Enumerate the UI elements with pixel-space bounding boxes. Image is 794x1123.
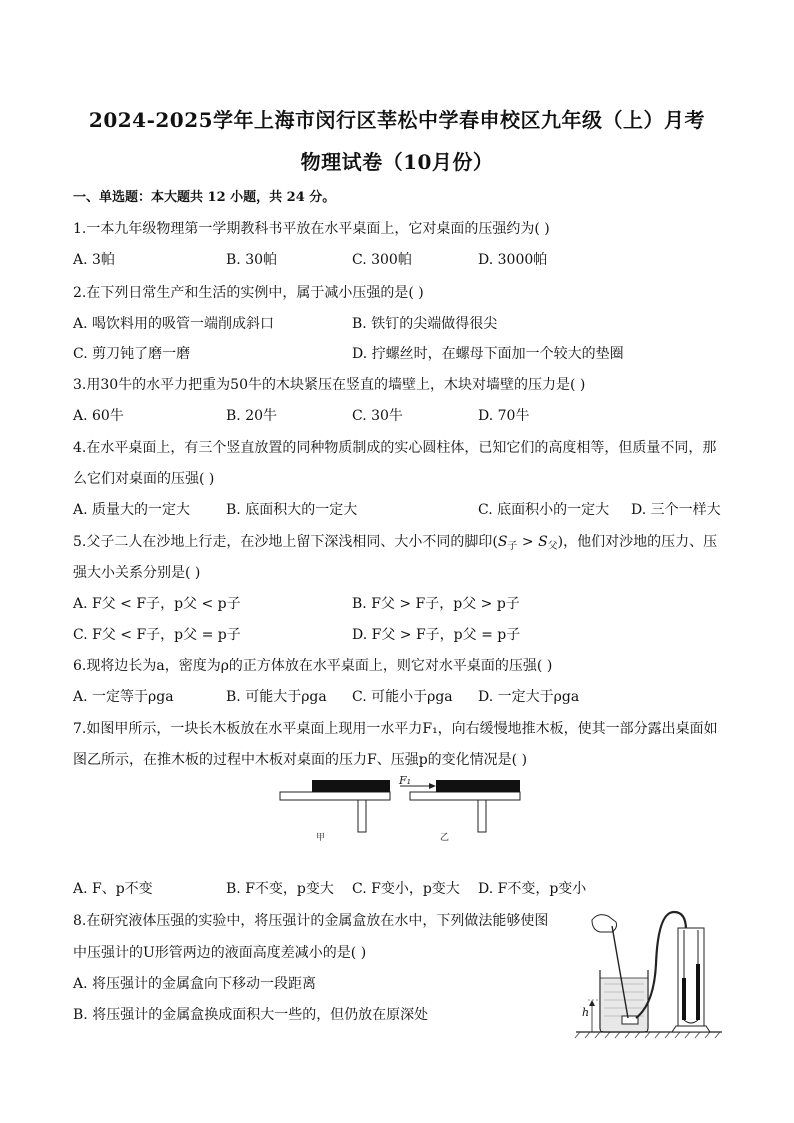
jia-table-leg	[358, 800, 366, 832]
q4-stem-line1: 4.在水平桌面上，有三个竖直放置的同种物质制成的实心圆柱体，已知它们的高度相等，但质量不同，那	[73, 440, 717, 456]
q8-option-b: B. 将压强计的金属盒换成面积大一些的，但仍放在原深处	[73, 1007, 429, 1023]
q2-option-b: B. 铁钉的尖端做得很尖	[352, 316, 498, 332]
q7-stem-line1: 7.如图甲所示，一块长木板放在水平桌面上现用一水平力F₁，向右缓慢地推木板，使其一部分露出桌面如	[73, 721, 718, 737]
q8-pressure-gauge-figure	[570, 904, 730, 1042]
yi-label: 乙	[440, 833, 450, 843]
section-heading: 一、单选题：本大题共 12 小题，共 24 分。	[73, 190, 336, 205]
q7-figure	[278, 774, 523, 854]
q6-option-b: B. 可能大于ρga	[226, 689, 327, 705]
q2-stem: 2.在下列日常生产和生活的实例中，属于减小压强的是( )	[73, 285, 424, 301]
exam-title-line1: 2024-2025学年上海市闵行区莘松中学春申校区九年级（上）月考	[88, 108, 706, 132]
gauge-board	[678, 928, 704, 1026]
q5-s-symbol-1: S	[497, 534, 508, 550]
q1-option-d: D. 3000帕	[478, 252, 548, 268]
q6-stem: 6.现将边长为a，密度为ρ的正方体放在水平桌面上，则它对水平桌面的压强( )	[73, 658, 553, 674]
depth-label: h	[582, 1006, 590, 1019]
q7-option-a: A. F、p不变	[73, 881, 153, 897]
jia-label: 甲	[316, 833, 326, 843]
q2-option-d: D. 拧螺丝时，在螺母下面加一个较大的垫圈	[352, 346, 624, 362]
q3-option-a: A. 60牛	[73, 408, 124, 424]
exam-title-line2: 物理试卷（10月份）	[300, 150, 494, 174]
q4-option-a: A. 质量大的一定大	[73, 502, 191, 518]
gauge-base	[672, 1026, 710, 1032]
q6-option-d: D. 一定大于ρga	[478, 689, 580, 705]
q4-stem-line2: 么它们对桌面的压强( )	[73, 471, 215, 487]
q7-stem-line2: 图乙所示，在推木板的过程中木板对桌面的压力F、压强p的变化情况是( )	[73, 752, 528, 768]
q5-sub-son: 子	[507, 541, 518, 552]
q5-option-d: D. F父 > F子，p父 = p子	[352, 627, 521, 643]
q5-stem-line1	[73, 531, 717, 552]
q6-option-a: A. 一定等于ρga	[73, 689, 174, 705]
jia-table-top	[280, 792, 390, 800]
q5-gt: >	[517, 534, 539, 550]
q1-stem: 1.一本九年级物理第一学期教科书平放在水平桌面上，它对桌面的压强约为( )	[73, 221, 550, 237]
yi-table-top	[410, 792, 520, 800]
q8-stem-line2: 中压强计的U形管两边的液面高度差减小的是( )	[73, 945, 367, 961]
u-tube-liquid-left	[682, 978, 686, 1020]
jia-board	[312, 780, 390, 792]
q5-option-c: C. F父 < F子，p父 = p子	[73, 627, 241, 643]
q5-option-a: A. F父 < F子，p父 < p子	[73, 596, 241, 612]
ground-hatch	[575, 1032, 720, 1038]
q3-option-c: C. 30牛	[352, 408, 403, 424]
q5-s-son	[498, 534, 518, 550]
q7-option-d: D. F不变，p变小	[478, 881, 587, 897]
q4-option-c: C. 底面积小的一定大	[478, 502, 610, 518]
q1-option-a: A. 3帕	[73, 252, 115, 268]
q2-option-c: C. 剪刀钝了磨一磨	[73, 346, 191, 362]
yi-board	[436, 780, 520, 792]
q2-option-a: A. 喝饮料用的吸管一端削成斜口	[73, 316, 275, 332]
force-label: F₁	[399, 774, 412, 787]
q5-sub-father: 父	[547, 541, 558, 552]
q8-option-a: A. 将压强计的金属盒向下移动一段距离	[73, 976, 317, 992]
depth-arrow-head	[589, 1000, 595, 1006]
q1-option-c: C. 300帕	[352, 252, 412, 268]
q6-option-c: C. 可能小于ρga	[352, 689, 453, 705]
force-arrow-head	[429, 783, 436, 789]
u-tube-liquid-right	[696, 964, 700, 1020]
q5-stem-post: )，他们对沙地的压力、压	[557, 534, 718, 550]
q5-stem-line2: 强大小关系分别是( )	[73, 565, 201, 581]
yi-table-leg	[478, 800, 486, 832]
q5-stem-pre: 5.父子二人在沙地上行走，在沙地上留下深浅相同、大小不同的脚印(	[73, 534, 498, 550]
q4-option-b: B. 底面积大的一定大	[226, 502, 358, 518]
q3-option-d: D. 70牛	[478, 408, 530, 424]
q3-stem: 3.用30牛的水平力把重为50牛的木块紧压在竖直的墙壁上，木块对墙壁的压力是( )	[73, 377, 586, 393]
q4-option-d: D. 三个一样大	[631, 502, 721, 518]
q5-s-symbol-2: S	[538, 534, 548, 550]
q5-option-b: B. F父 > F子，p父 > p子	[352, 596, 520, 612]
q1-option-b: B. 30帕	[226, 252, 278, 268]
q7-option-b: B. F不变，p变大	[226, 881, 334, 897]
q8-stem-line1: 8.在研究液体压强的实验中，将压强计的金属盒放在水中，下列做法能够使图	[73, 913, 549, 929]
q7-option-c: C. F变小，p变大	[352, 881, 460, 897]
q5-s-father	[538, 534, 558, 550]
q3-option-b: B. 20牛	[226, 408, 278, 424]
